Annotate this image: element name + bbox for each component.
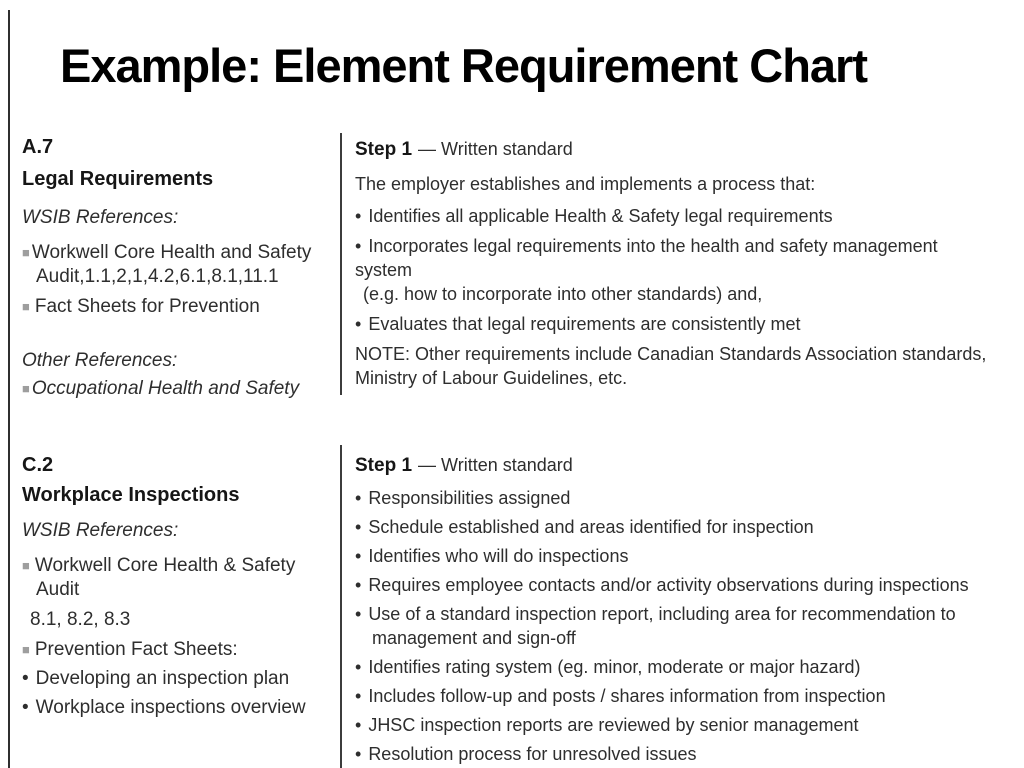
bullet-text: Incorporates legal requirements into the health and safety management system xyxy=(355,236,938,280)
bullet-text: Includes follow-up and posts / shares information from inspection xyxy=(368,686,886,706)
section-a7 xyxy=(0,133,1024,399)
bullet-continuation-text: (e.g. how to incorporate into other standards) and, xyxy=(363,284,763,304)
section-c2 xyxy=(0,445,1024,768)
bullet-item xyxy=(355,234,955,282)
dot-bullet-icon: • xyxy=(355,575,362,595)
reference-item xyxy=(22,295,328,319)
dot-bullet-icon: • xyxy=(355,236,362,256)
bullet-text: Responsibilities assigned xyxy=(368,488,571,508)
square-bullet-icon: ■ xyxy=(22,558,30,573)
bullet-text: Requires employee contacts and/or activity observations during inspections xyxy=(368,575,969,595)
reference-item-text: Occupational Health and Safety xyxy=(31,378,300,399)
dot-bullet-icon: • xyxy=(355,488,362,508)
section-c2-right-column xyxy=(340,445,1024,768)
bullet-text: Evaluates that legal requirements are consistently met xyxy=(368,314,801,334)
section-heading: Legal Requirements xyxy=(22,168,214,190)
reference-item-text: Prevention Fact Sheets: xyxy=(34,639,238,660)
slide-title: Example: Element Requirement Chart xyxy=(60,39,867,92)
step-label: Step 1 xyxy=(355,139,413,160)
dot-bullet-icon: • xyxy=(355,314,362,334)
step-title: — Written standard xyxy=(418,139,573,159)
bullet-item xyxy=(355,655,1018,679)
bullet-text: Identifies who will do inspections xyxy=(368,546,629,566)
reference-item-text: Fact Sheets for Prevention xyxy=(34,296,260,317)
section-code: C.2 xyxy=(22,454,54,476)
square-bullet-icon: ■ xyxy=(22,245,30,260)
bullet-item xyxy=(355,204,1018,228)
section-a7-right-column xyxy=(340,133,1024,395)
bullet-item xyxy=(355,742,1018,766)
bullet-item xyxy=(355,515,1018,539)
section-code: A.7 xyxy=(22,136,54,158)
reference-item-line xyxy=(22,554,328,578)
bullet-text: Schedule established and areas identified for inspection xyxy=(368,517,814,537)
dot-bullet-icon: • xyxy=(355,744,362,764)
reference-item xyxy=(22,241,328,289)
intro-text: The employer establishes and implements a process that: xyxy=(355,174,816,194)
dot-bullet-icon: • xyxy=(355,517,362,537)
dot-bullet-icon: • xyxy=(355,657,362,677)
square-bullet-icon: ■ xyxy=(22,381,30,396)
step-heading xyxy=(355,137,1018,162)
bullet-item xyxy=(355,602,1018,650)
bullet-item xyxy=(355,486,1018,510)
reference-item-line xyxy=(22,295,328,319)
bullet-item xyxy=(355,684,1018,708)
reference-item-text: Workplace inspections overview xyxy=(35,697,306,718)
bullet-item xyxy=(355,573,1018,597)
audit-reference-numbers: 8.1, 8.2, 8.3 xyxy=(30,609,131,630)
reference-item xyxy=(22,696,328,720)
bullet-text: Identifies all applicable Health & Safety legal requirements xyxy=(368,206,833,226)
section-c2-left-column xyxy=(0,445,340,768)
reference-item-text: Developing an inspection plan xyxy=(35,668,290,689)
other-references-label: Other References: xyxy=(22,350,178,371)
bullet-item xyxy=(355,713,1018,737)
wsib-references-label: WSIB References: xyxy=(22,520,179,541)
bullet-item xyxy=(355,312,1018,336)
reference-item xyxy=(22,377,328,401)
bullet-text: JHSC inspection reports are reviewed by senior management xyxy=(368,715,859,735)
note-text: NOTE: Other requirements include Canadian Standards Association standards, Ministry of Labour Guidelines, etc. xyxy=(355,344,987,388)
reference-item-text2: Audit,1.1,2,1,4.2,6.1,8.1,11.1 xyxy=(36,266,279,287)
reference-item-line xyxy=(22,377,328,401)
reference-item xyxy=(22,638,328,662)
square-bullet-icon: ■ xyxy=(22,642,30,657)
section-a7-left-column xyxy=(0,133,340,399)
bullet-item xyxy=(355,544,1018,568)
dot-bullet-icon: • xyxy=(355,604,362,624)
reference-item-line xyxy=(22,241,328,265)
bullet-text: Resolution process for unresolved issues xyxy=(368,744,697,764)
dot-bullet-icon: • xyxy=(22,668,29,689)
step-label: Step 1 xyxy=(355,455,413,476)
wsib-references-label: WSIB References: xyxy=(22,207,179,228)
dot-bullet-icon: • xyxy=(22,697,29,718)
reference-item-text: Workwell Core Health and Safety xyxy=(31,242,312,263)
dot-bullet-icon: • xyxy=(355,715,362,735)
bullet-text: Identifies rating system (eg. minor, moderate or major hazard) xyxy=(368,657,861,677)
square-bullet-icon: ■ xyxy=(22,299,30,314)
reference-item-text: Workwell Core Health & Safety xyxy=(34,555,296,576)
dot-bullet-icon: • xyxy=(355,546,362,566)
reference-item xyxy=(22,667,328,691)
bullet-text: Use of a standard inspection report, including area for recommendation to management and sign-off xyxy=(368,604,956,648)
step-title: — Written standard xyxy=(418,455,573,475)
dot-bullet-icon: • xyxy=(355,686,362,706)
reference-item xyxy=(22,554,328,602)
dot-bullet-icon: • xyxy=(355,206,362,226)
section-heading: Workplace Inspections xyxy=(22,484,240,506)
step-heading xyxy=(355,453,1018,478)
reference-item-text2: Audit xyxy=(36,579,80,600)
